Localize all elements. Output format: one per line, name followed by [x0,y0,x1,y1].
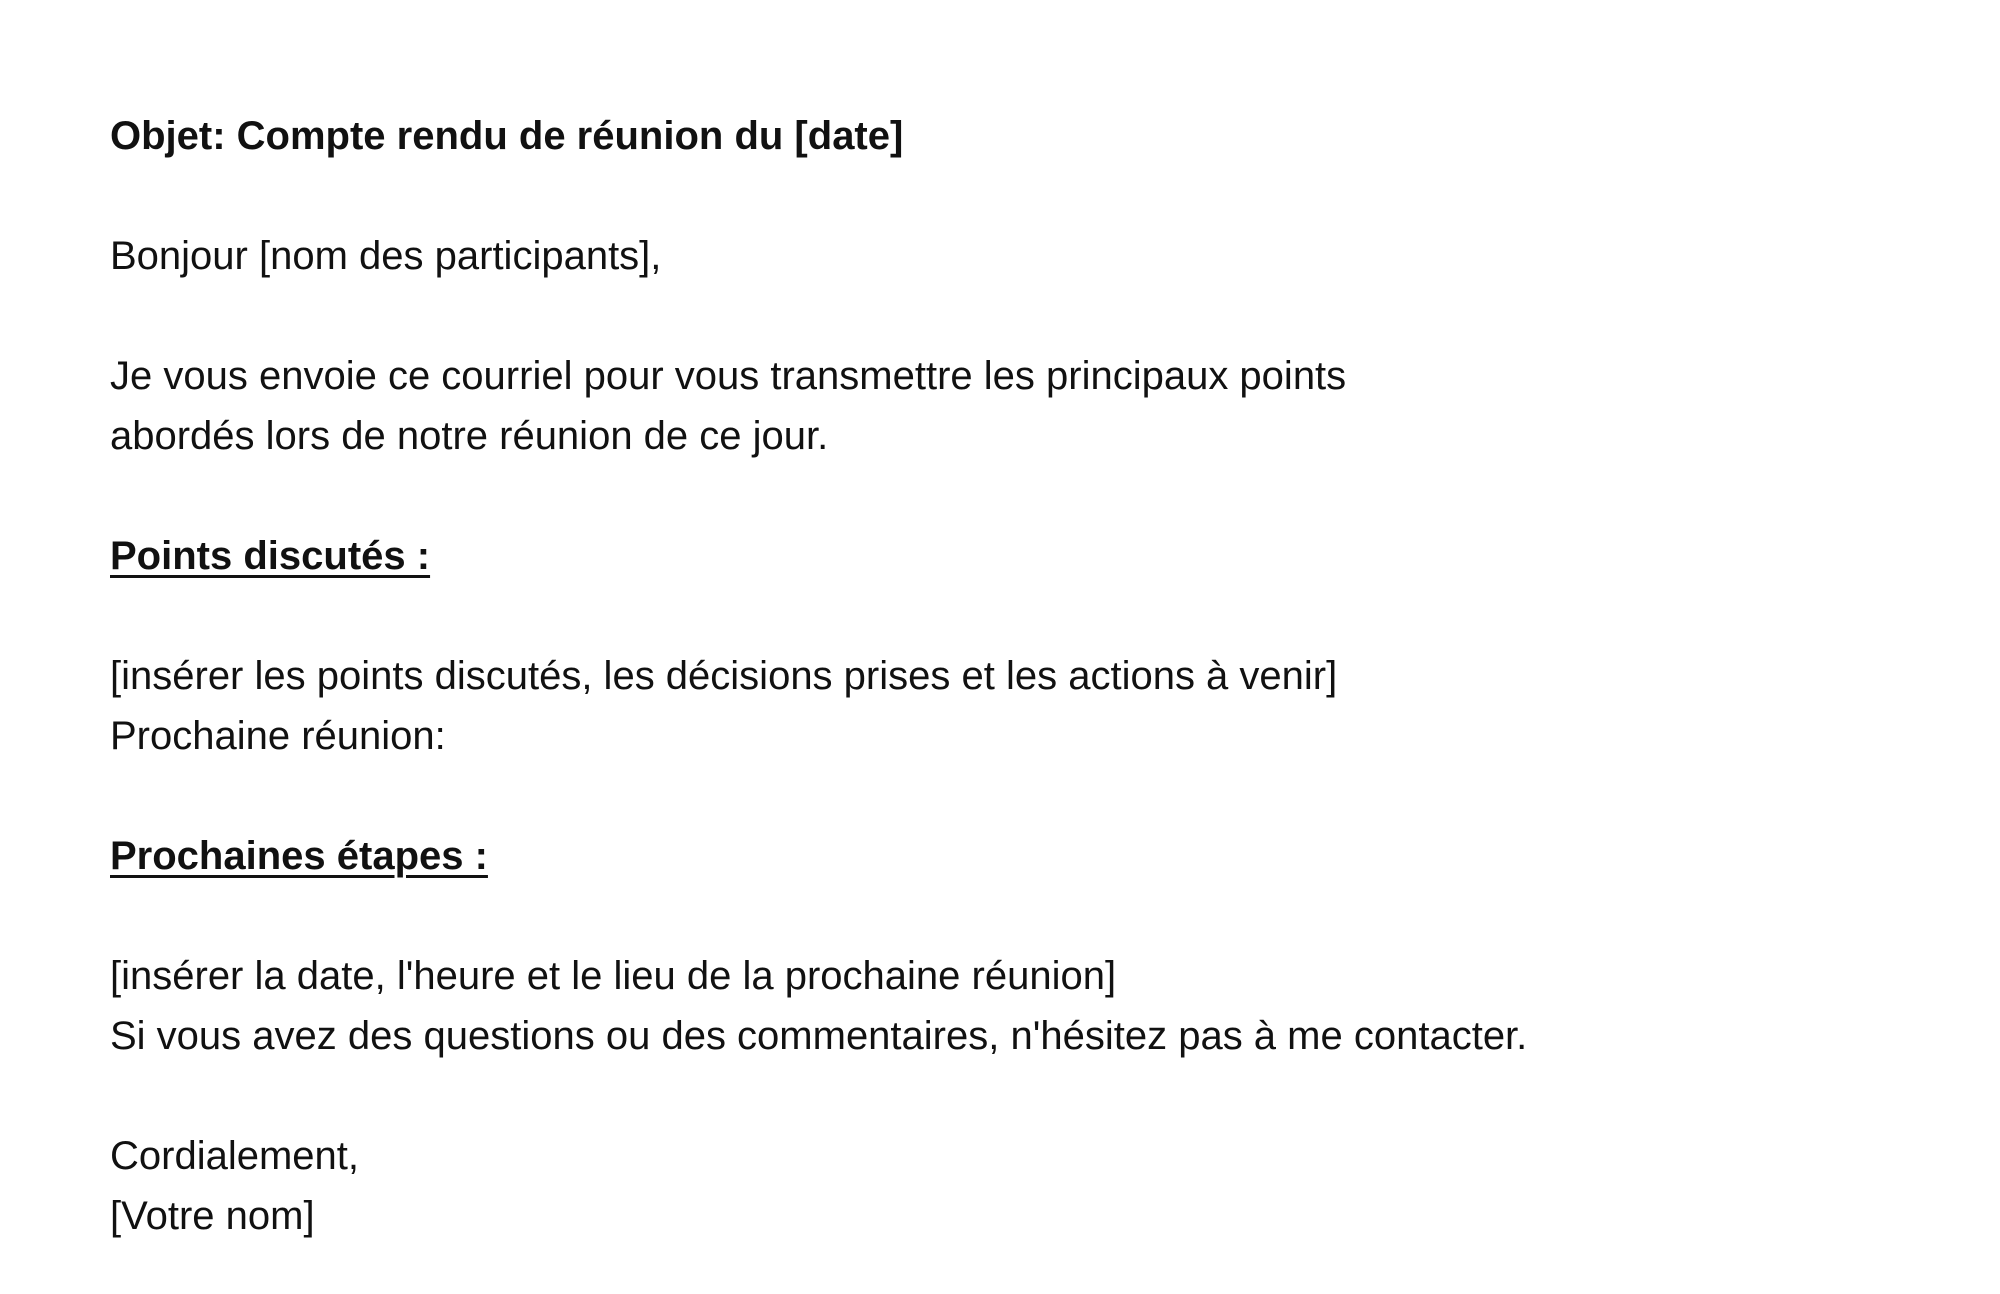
email-closing: Cordialement, [110,1134,360,1178]
email-greeting: Bonjour [nom des participants], [110,234,662,278]
intro-line-1: Je vous envoie ce courriel pour vous transmettre les principaux points [110,354,1347,398]
email-subject: Objet: Compte rendu de réunion du [date] [110,114,904,158]
section-heading-points-discutes: Points discutés : [110,534,431,578]
section-etapes-line-1: [insérer la date, l'heure et le lieu de la prochaine réunion] [110,954,1117,998]
email-signature: [Votre nom] [110,1194,315,1238]
section-etapes-line-2: Si vous avez des questions ou des commentaires, n'hésitez pas à me contacter. [110,1014,1528,1058]
section-points-line-2: Prochaine réunion: [110,714,446,758]
intro-line-2: abordés lors de notre réunion de ce jour. [110,414,829,458]
section-points-line-1: [insérer les points discutés, les décisions prises et les actions à venir] [110,654,1338,698]
section-heading-prochaines-etapes: Prochaines étapes : [110,834,488,878]
